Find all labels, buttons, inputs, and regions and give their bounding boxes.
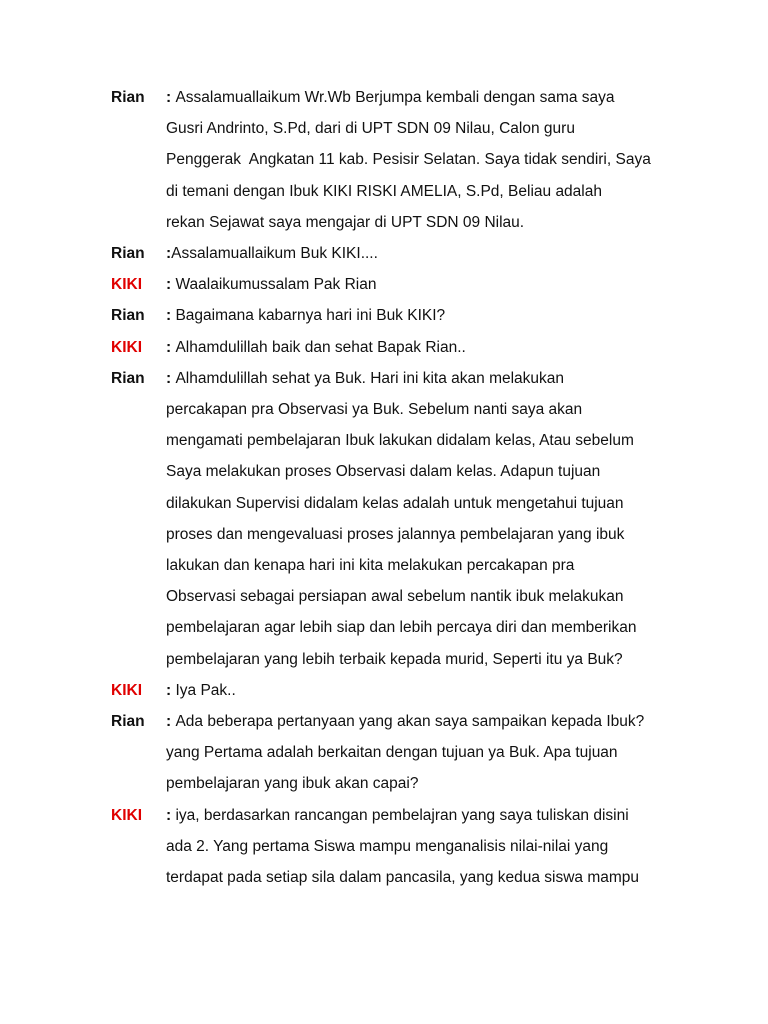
speaker-name: KIKI — [111, 338, 142, 356]
line-text: pembelajaran yang ibuk akan capai? — [166, 775, 419, 793]
utterance-text — [166, 269, 686, 300]
line-text: dilakukan Supervisi didalam kelas adalah untuk mengetahui tujuan — [166, 494, 624, 512]
dialogue-turn — [111, 363, 701, 675]
utterance-line — [166, 768, 686, 799]
speaker-name: Rian — [111, 369, 145, 387]
utterance-text — [166, 238, 686, 269]
line-text: Assalamuallaikum Buk KIKI.... — [171, 245, 378, 263]
speaker-name: KIKI — [111, 681, 142, 699]
utterance-text — [166, 300, 686, 331]
utterance-text — [166, 363, 686, 675]
line-text: pembelajaran yang lebih terbaik kepada murid, Seperti itu ya Buk? — [166, 650, 623, 668]
utterance-text — [166, 706, 686, 800]
line-text: Alhamdulillah sehat ya Buk. Hari ini kita akan melakukan — [175, 369, 565, 387]
speaker-colon: : — [166, 89, 176, 106]
line-text: Observasi sebagai persiapan awal sebelum nantik ibuk melakukan — [166, 588, 624, 606]
line-text: yang Pertama adalah berkaitan dengan tujuan ya Buk. Apa tujuan — [166, 744, 618, 762]
speaker-name: Rian — [111, 89, 145, 106]
speaker-colon: : — [166, 276, 176, 294]
utterance-line — [166, 207, 686, 238]
utterance-text — [166, 800, 686, 894]
dialogue-transcript — [111, 82, 701, 893]
utterance-line — [166, 488, 686, 519]
speaker-colon: : — [166, 713, 176, 731]
speaker-colon: : — [166, 369, 176, 387]
line-text: Penggerak Angkatan 11 kab. Pesisir Selatan. Saya tidak sendiri, Saya — [166, 151, 651, 169]
line-text: lakukan dan kenapa hari ini kita melakukan percakapan pra — [166, 557, 575, 575]
dialogue-turn — [111, 269, 701, 300]
line-text: iya, berdasarkan rancangan pembelajran yang saya tuliskan disini — [175, 806, 629, 824]
utterance-line — [166, 644, 686, 675]
dialogue-turn — [111, 706, 701, 800]
utterance-line — [166, 706, 686, 737]
speaker-colon: : — [166, 245, 172, 263]
line-text: Assalamuallaikum Wr.Wb Berjumpa kembali dengan sama saya — [175, 89, 615, 106]
line-text: terdapat pada setiap sila dalam pancasila, yang kedua siswa mampu — [166, 869, 640, 887]
speaker-colon: : — [166, 681, 176, 699]
dialogue-turn — [111, 238, 701, 269]
line-text: Gusri Andrinto, S.Pd, dari di UPT SDN 09 Nilau, Calon guru — [166, 120, 575, 138]
utterance-line — [166, 363, 686, 394]
line-text: di temani dengan Ibuk KIKI RISKI AMELIA, S.Pd, Beliau adalah — [166, 182, 602, 200]
speaker-colon: : — [166, 806, 176, 824]
speaker-name: Rian — [111, 245, 145, 263]
utterance-line — [166, 394, 686, 425]
dialogue-turn — [111, 800, 701, 894]
utterance-line — [166, 332, 686, 363]
utterance-line — [166, 456, 686, 487]
line-text: percakapan pra Observasi ya Buk. Sebelum nanti saya akan — [166, 401, 583, 419]
speaker-name: Rian — [111, 713, 145, 731]
line-text: Ada beberapa pertanyaan yang akan saya sampaikan kepada Ibuk? — [175, 713, 645, 731]
utterance-line — [166, 519, 686, 550]
utterance-line — [166, 550, 686, 581]
utterance-line — [166, 862, 686, 893]
utterance-line — [166, 831, 686, 862]
line-text: rekan Sejawat saya mengajar di UPT SDN 09 Nilau. — [166, 213, 525, 231]
speaker-name: Rian — [111, 307, 145, 325]
line-text: Iya Pak.. — [175, 681, 236, 699]
line-text: Alhamdulillah baik dan sehat Bapak Rian.. — [175, 338, 466, 356]
utterance-line — [166, 581, 686, 612]
utterance-line — [166, 425, 686, 456]
line-text: ada 2. Yang pertama Siswa mampu menganalisis nilai-nilai yang — [166, 837, 609, 855]
line-text: mengamati pembelajaran Ibuk lakukan didalam kelas, Atau sebelum — [166, 432, 634, 450]
speaker-colon: : — [166, 338, 176, 356]
dialogue-turn — [111, 332, 701, 363]
utterance-line — [166, 800, 686, 831]
utterance-line — [166, 675, 686, 706]
line-text: Waalaikumussalam Pak Rian — [175, 276, 377, 294]
dialogue-turn — [111, 675, 701, 706]
utterance-line — [166, 144, 686, 175]
utterance-line — [166, 300, 686, 331]
line-text: pembelajaran agar lebih siap dan lebih percaya diri dan memberikan — [166, 619, 637, 637]
utterance-line — [166, 238, 686, 269]
utterance-line — [166, 82, 686, 113]
line-text: proses dan mengevaluasi proses jalannya pembelajaran yang ibuk — [166, 525, 625, 543]
dialogue-turn — [111, 82, 701, 238]
utterance-text — [166, 332, 686, 363]
speaker-name: KIKI — [111, 806, 142, 824]
utterance-line — [166, 737, 686, 768]
line-text: Bagaimana kabarnya hari ini Buk KIKI? — [175, 307, 446, 325]
speaker-name: KIKI — [111, 276, 142, 294]
utterance-line — [166, 612, 686, 643]
utterance-line — [166, 113, 686, 144]
dialogue-turn — [111, 300, 701, 331]
line-text: Saya melakukan proses Observasi dalam kelas. Adapun tujuan — [166, 463, 601, 481]
utterance-line — [166, 176, 686, 207]
utterance-line — [166, 269, 686, 300]
speaker-colon: : — [166, 307, 176, 325]
utterance-text — [166, 675, 686, 706]
utterance-text — [166, 82, 686, 238]
